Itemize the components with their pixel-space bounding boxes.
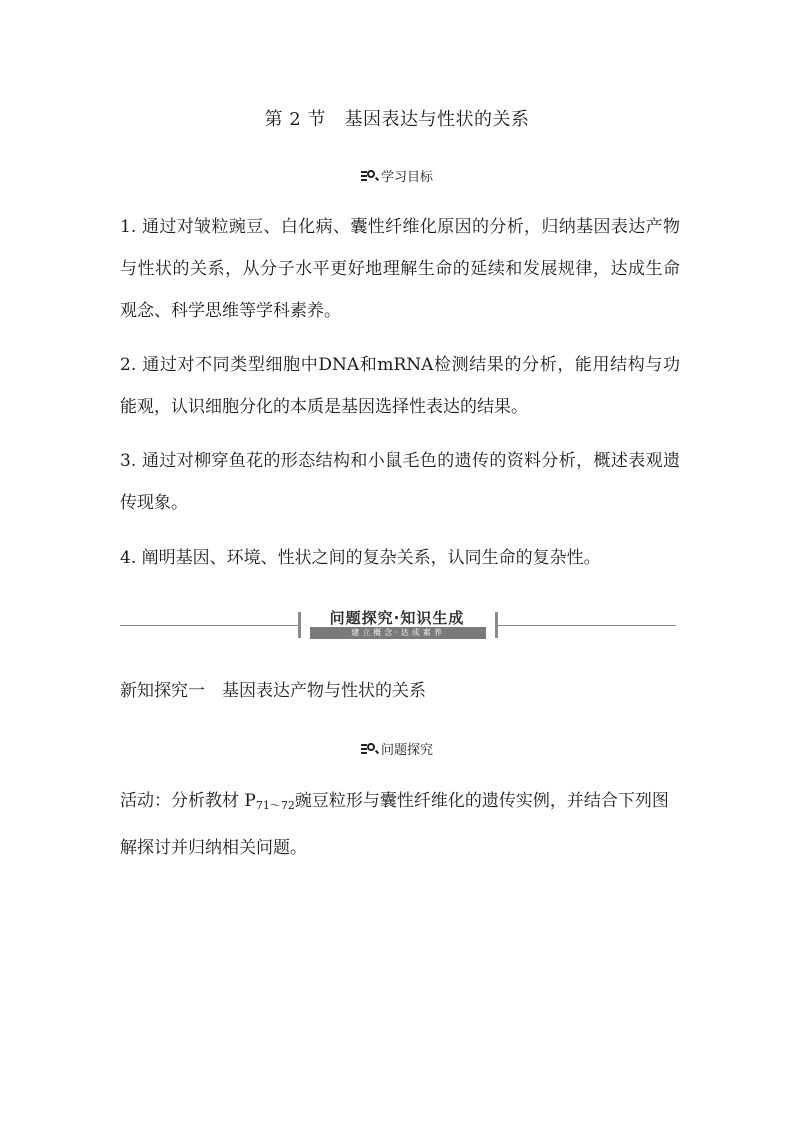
activity-subscript: 71～72 (255, 799, 295, 812)
activity-prefix: 活动：分析教材 P (120, 791, 256, 811)
banner-subtitle: 建立概念·达成素养 (310, 627, 486, 639)
goals-label (0, 166, 794, 185)
goal-item-2: 2. 通过对不同类型细胞中DNA和mRNA检测结果的分析，能用结构与功能观，认识细胞分化的本质是基因选择性表达的结果。 (120, 355, 680, 417)
subsection-title: 新知探究一 基因表达产物与性状的关系 (120, 681, 426, 701)
activity-suffix: 豌豆粒形与囊性纤维化的遗传实例，并结合下列图解探讨并归纳相关问题。 (120, 791, 669, 858)
banner-line-left (120, 625, 298, 626)
goal-item-1: 1. 通过对皱粒豌豆、白化病、囊性纤维化原因的分析，归纳基因表达产物与性状的关系，从分子水平更好地理解生命的延续和发展规律，达成生命观念、科学思维等学科素养。 (120, 217, 680, 321)
inquiry-label-text: 问题探究 (380, 743, 433, 758)
activity-text (120, 780, 680, 869)
banner-bracket-left (298, 612, 301, 638)
search-list-icon (361, 170, 377, 182)
page-title: 第 2 节 基因表达与性状的关系 (264, 109, 530, 130)
goals-label-text: 学习目标 (380, 170, 433, 185)
goal-item-4: 4. 阐明基因、环境、性状之间的复杂关系，认同生命的复杂性。 (120, 548, 601, 568)
search-list-icon (361, 743, 377, 755)
banner-line-right (498, 625, 676, 626)
banner-title: 问题探究·知识生成 (329, 609, 465, 627)
goal-item-3: 3. 通过对柳穿鱼花的形态结构和小鼠毛色的遗传的资料分析，概述表观遗传现象。 (120, 451, 680, 513)
section-banner (120, 606, 676, 642)
inquiry-label (0, 739, 794, 758)
